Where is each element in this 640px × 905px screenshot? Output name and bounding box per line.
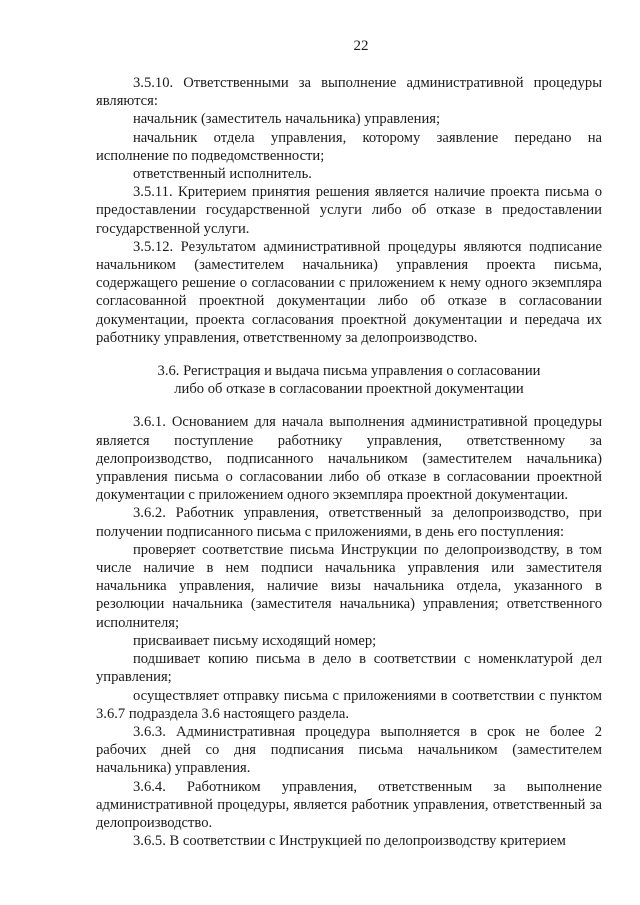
- paragraph-3-6-4: 3.6.4. Работником управления, ответственным за выполнение административной процедуры, является работник управления, ответственный за делопроизводство.: [96, 778, 602, 831]
- paragraph-3-6-5: 3.6.5. В соответствии с Инструкцией по делопроизводству критерием: [133, 833, 566, 850]
- section-title-line-1: 3.6. Регистрация и выдача письма управления о согласовании: [157, 363, 541, 380]
- paragraph-3-6-3: 3.6.3. Административная процедура выполняется в срок не более 2 рабочих дней со дня подписания письма начальником (заместителем начальника) управления.: [96, 723, 602, 777]
- paragraph-responsible-executor: ответственный исполнитель.: [133, 166, 312, 183]
- page-number: 22: [353, 38, 369, 54]
- paragraph-assigns-number: присваивает письму исходящий номер;: [133, 632, 377, 649]
- document-body: [96, 74, 602, 850]
- paragraph-3-6-2: 3.6.2. Работник управления, ответственный за делопроизводство, при получении подписанного письма с приложениями, в день его поступления:: [96, 505, 602, 540]
- paragraph-checks-compliance: проверяет соответствие письма Инструкции по делопроизводству, в том числе наличие в нем подписи начальника управления или заместителя начальника управления, наличие визы начальника отдела, указанного в резолюции начальника (заместителя начальника) управления; ответственного исполнителя;: [96, 541, 602, 631]
- paragraph-3-5-10: 3.5.10. Ответственными за выполнение административной процедуры являются:: [96, 75, 602, 110]
- paragraph-responsible-head: начальник (заместитель начальника) управления;: [133, 111, 441, 128]
- paragraph-3-5-12: 3.5.12. Результатом административной процедуры являются подписание начальником (заместителем начальника) управления проекта письма, содержащего решение о согласовании с приложением к нему одного экземпляра согласованной проектной документации либо об отказе в согласовании документации, проекта согласования проектной документации и передача их работнику управления, ответственному за делопроизводство.: [96, 238, 602, 346]
- paragraph-3-5-11: 3.5.11. Критерием принятия решения является наличие проекта письма о предоставлении государственной услуги либо об отказе в предоставлении государственной услуги.: [96, 184, 602, 237]
- section-title-3-6: [96, 362, 602, 398]
- paragraph-3-6-1: 3.6.1. Основанием для начала выполнения административной процедуры является поступление работнику управления, ответственному за делопроизводство, подписанного начальником (заместителем начальника) управления письма о согласовании либо об отказе в согласовании проектной документации с приложением одного экземпляра проектной документации.: [96, 414, 602, 504]
- paragraph-responsible-department: начальник отдела управления, которому заявление передано на исполнение по подведомственности;: [96, 129, 602, 164]
- paragraph-files-copy: подшивает копию письма в дело в соответствии с номенклатурой дел управления;: [96, 651, 602, 686]
- section-title-line-2: либо об отказе в согласовании проектной документации: [174, 381, 524, 398]
- paragraph-sends-letter: осуществляет отправку письма с приложениями в соответствии с пунктом 3.6.7 подраздела 3.6 настоящего раздела.: [96, 687, 602, 722]
